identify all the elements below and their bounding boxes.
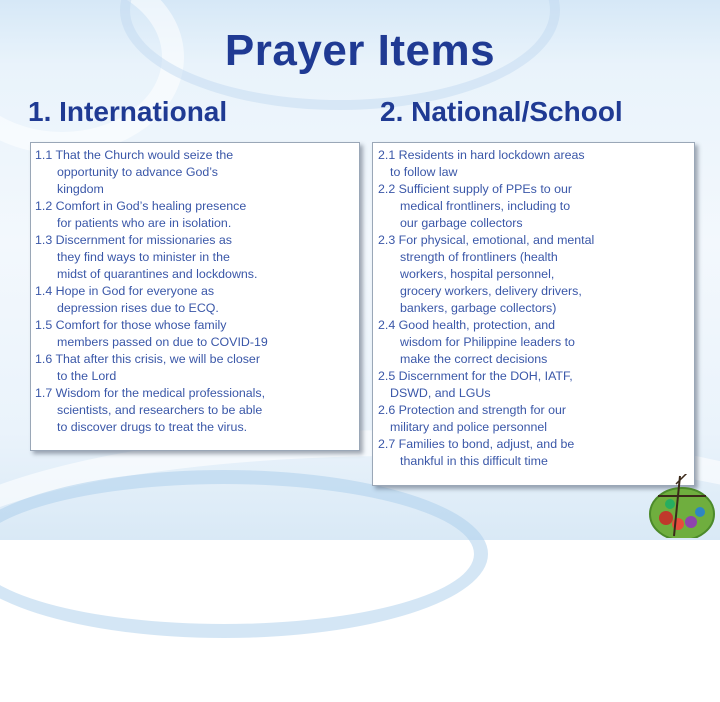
prayer-item-line: they find ways to minister in the (57, 250, 230, 264)
prayer-item-line: 1.5 Comfort for those whose family (35, 318, 227, 332)
prayer-item (378, 317, 688, 368)
national-heading: 2. National/School (380, 96, 623, 127)
prayer-item-line: midst of quarantines and lockdowns. (57, 267, 258, 281)
prayer-item-line: 1.7 Wisdom for the medical professionals, (35, 386, 266, 400)
national-list-box (372, 142, 695, 486)
prayer-item-line: thankful in this difficult time (400, 454, 548, 468)
prayer-item-line: members passed on due to COVID-19 (57, 335, 268, 349)
prayer-item-line: 1.1 That the Church would seize the (35, 148, 234, 162)
prayer-item-line: workers, hospital personnel, (400, 267, 555, 281)
school-logo-icon (636, 474, 716, 538)
prayer-item (35, 351, 353, 385)
prayer-item (378, 181, 688, 232)
prayer-item-line: scientists, and researchers to be able (57, 403, 263, 417)
prayer-item (378, 402, 688, 436)
prayer-item-line: bankers, garbage collectors) (400, 301, 557, 315)
prayer-item-line: for patients who are in isolation. (57, 216, 232, 230)
prayer-item-line: wisdom for Philippine leaders to (400, 335, 575, 349)
prayer-item (35, 198, 353, 232)
prayer-item-line: depression rises due to ECQ. (57, 301, 219, 315)
prayer-item-line: 1.4 Hope in God for everyone as (35, 284, 215, 298)
prayer-item-line: opportunity to advance God’s (57, 165, 218, 179)
prayer-item-line: medical frontliners, including to (400, 199, 571, 213)
prayer-item (35, 232, 353, 283)
prayer-item-line: 1.2 Comfort in God’s healing presence (35, 199, 247, 213)
prayer-item-line: DSWD, and LGUs (390, 386, 491, 400)
prayer-item-line: 1.3 Discernment for missionaries as (35, 233, 232, 247)
prayer-item-line: 2.2 Sufficient supply of PPEs to our (378, 182, 573, 196)
prayer-item (35, 283, 353, 317)
prayer-item-line: strength of frontliners (health (400, 250, 558, 264)
prayer-item-line: our garbage collectors (400, 216, 523, 230)
prayer-item-line: 2.6 Protection and strength for our (378, 403, 567, 417)
prayer-item-line: 1.6 That after this crisis, we will be closer (35, 352, 260, 366)
prayer-item-line: to discover drugs to treat the virus. (57, 420, 248, 434)
prayer-item (378, 232, 688, 317)
prayer-item (35, 385, 353, 436)
slide-title: Prayer Items (224, 26, 496, 75)
prayer-item-line: to follow law (390, 165, 458, 179)
prayer-item (378, 436, 688, 470)
prayer-item-line: 2.4 Good health, protection, and (378, 318, 556, 332)
international-list-box (30, 142, 360, 451)
prayer-item-line: military and police personnel (390, 420, 548, 434)
prayer-item-line: grocery workers, delivery drivers, (400, 284, 582, 298)
prayer-item-line: 2.3 For physical, emotional, and mental (378, 233, 595, 247)
prayer-item-line: 2.5 Discernment for the DOH, IATF, (378, 369, 573, 383)
prayer-item-line: to the Lord (57, 369, 117, 383)
prayer-item-line: 2.7 Families to bond, adjust, and be (378, 437, 575, 451)
prayer-item-line: kingdom (57, 182, 104, 196)
prayer-item-line: make the correct decisions (400, 352, 548, 366)
international-heading: 1. International (28, 96, 228, 127)
prayer-item (35, 317, 353, 351)
prayer-item (35, 147, 353, 198)
prayer-item (378, 147, 688, 181)
prayer-item (378, 368, 688, 402)
prayer-item-line: 2.1 Residents in hard lockdown areas (378, 148, 585, 162)
